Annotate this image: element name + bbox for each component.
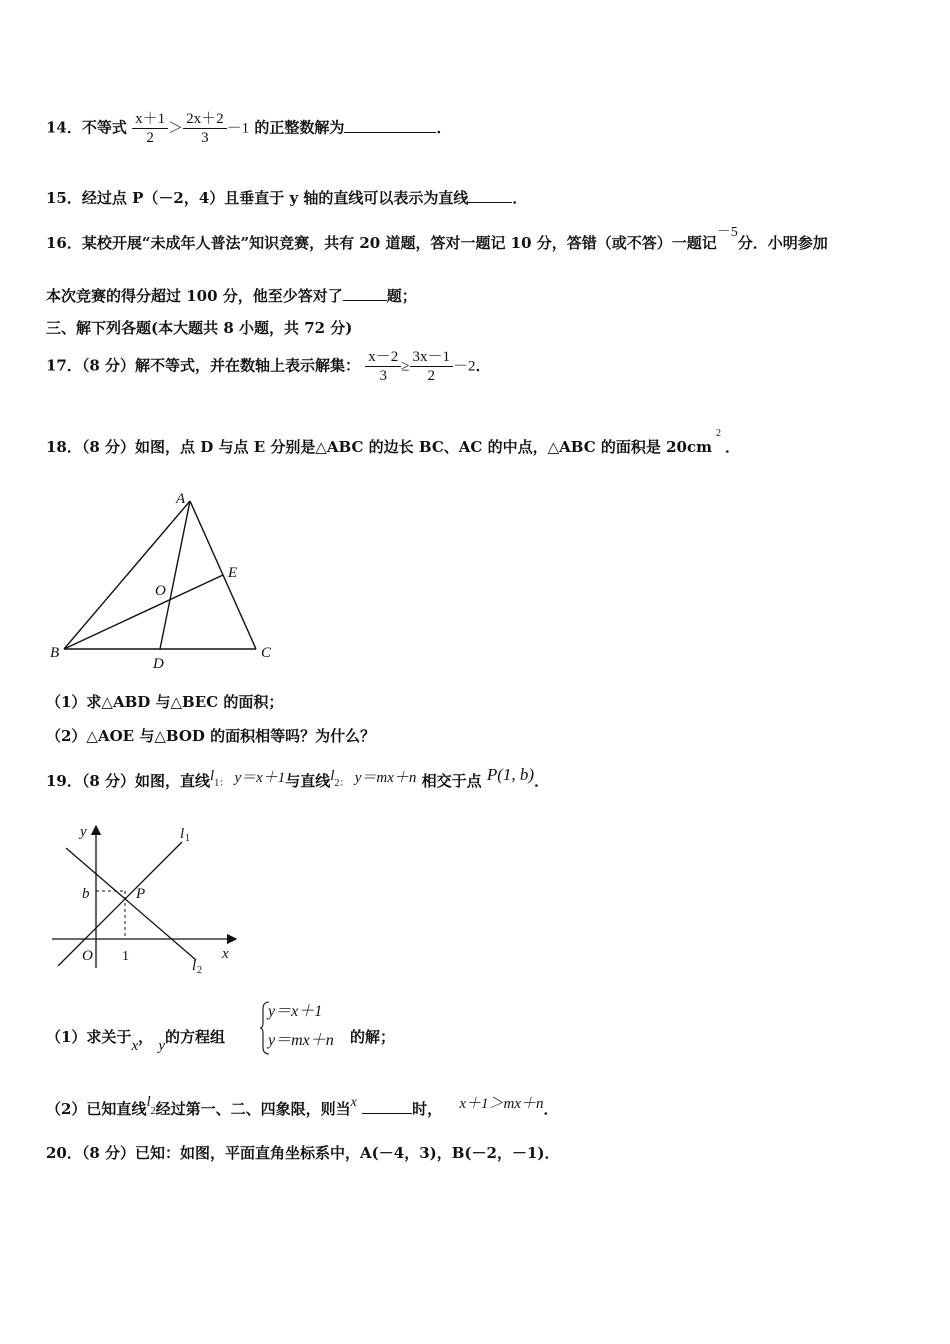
answer-blank[interactable] — [344, 116, 436, 133]
fraction: $\frac{3x-1}{2}$ — [410, 348, 454, 385]
answer-blank[interactable] — [362, 1097, 412, 1114]
answer-blank[interactable] — [468, 186, 512, 203]
line-l1 — [58, 842, 182, 966]
label-c: C — [261, 645, 272, 661]
question-19: 19．（8 分）如图，直线l1： y＝x＋1与直线l2： y＝mx＋n 相交于点 P(1, b)． — [46, 765, 550, 790]
median-be — [64, 575, 223, 649]
question-20: 20．（8 分）已知：如图，平面直角坐标系中，A(－4，3)，B(－2，－1)． — [46, 1144, 560, 1162]
svg-text:2: 2 — [197, 965, 202, 973]
question-19-part2: （2）已知直线l2经过第一、二、四象限，则当x 时， x＋1＞mx＋n． — [46, 1094, 559, 1118]
question-17: 17．（8 分）解不等式，并在数轴上表示解集： $\frac{x-2}{3}$ ≥ $\frac{3x-1}{2}$ －2． — [46, 349, 491, 384]
question-16-line1: 16．某校开展“未成年人普法”知识竞赛，共有 20 道题，答对一题记 10 分，答错（或不答）一题记－5分．小明参加 — [46, 225, 828, 252]
system-eq2: y＝mx＋n — [268, 1032, 334, 1049]
coordinate-graph — [46, 818, 246, 973]
edge-ab — [64, 501, 190, 649]
label-a: A — [176, 491, 186, 507]
question-18-part2: （2）△AOE 与△BOD 的面积相等吗？为什么？ — [46, 727, 376, 745]
label-l2: l — [192, 958, 197, 973]
question-15: 15．经过点 P（－2，4）且垂直于 y 轴的直线可以表示为直线 ． — [46, 186, 527, 208]
question-19-part1-end: 的解； — [350, 1028, 396, 1046]
median-ad — [160, 501, 190, 649]
fraction: $\frac{2x+2}{3}$ — [183, 110, 227, 147]
question-19-part1: （1）求关于x， y的方程组 — [46, 1028, 226, 1054]
question-18: 18．（8 分）如图，点 D 与点 E 分别是△ABC 的边长 BC、AC 的中点，△ABC 的面积是 $20cm^2$． — [46, 428, 740, 456]
question-18-part1: （1）求△ABD 与△BEC 的面积； — [46, 693, 284, 711]
label-one: 1 — [122, 949, 129, 964]
answer-blank[interactable] — [343, 284, 387, 301]
label-l1: l — [180, 826, 185, 842]
question-16-line2: 本次竞赛的得分超过 100 分，他至少答对了 题； — [46, 284, 417, 306]
svg-text:1: 1 — [185, 833, 190, 844]
fraction: $\frac{x+1}{2}$ — [132, 110, 168, 147]
label-e: E — [228, 565, 238, 581]
triangle-figure — [40, 485, 290, 675]
label-p: P — [136, 886, 146, 902]
label-d: D — [153, 656, 164, 672]
label-o: O — [155, 583, 166, 599]
label-y: y — [80, 824, 87, 840]
line-l2 — [66, 848, 196, 960]
label-x: x — [222, 946, 229, 962]
label-b: B — [50, 645, 60, 661]
label-o: O — [82, 948, 93, 964]
section-title: 三、解下列各题(本大题共 8 小题，共 72 分) — [46, 319, 353, 337]
fraction: $\frac{x-2}{3}$ — [365, 348, 401, 385]
label-b: b — [82, 886, 90, 902]
system-eq1: y＝x＋1 — [268, 1003, 323, 1020]
question-14: 14．不等式 $\frac{x+1}{2}$ ＞ $\frac{2x+2}{3}$ －1 的正整数解为 ． — [46, 111, 452, 146]
system-brace — [260, 1001, 268, 1055]
